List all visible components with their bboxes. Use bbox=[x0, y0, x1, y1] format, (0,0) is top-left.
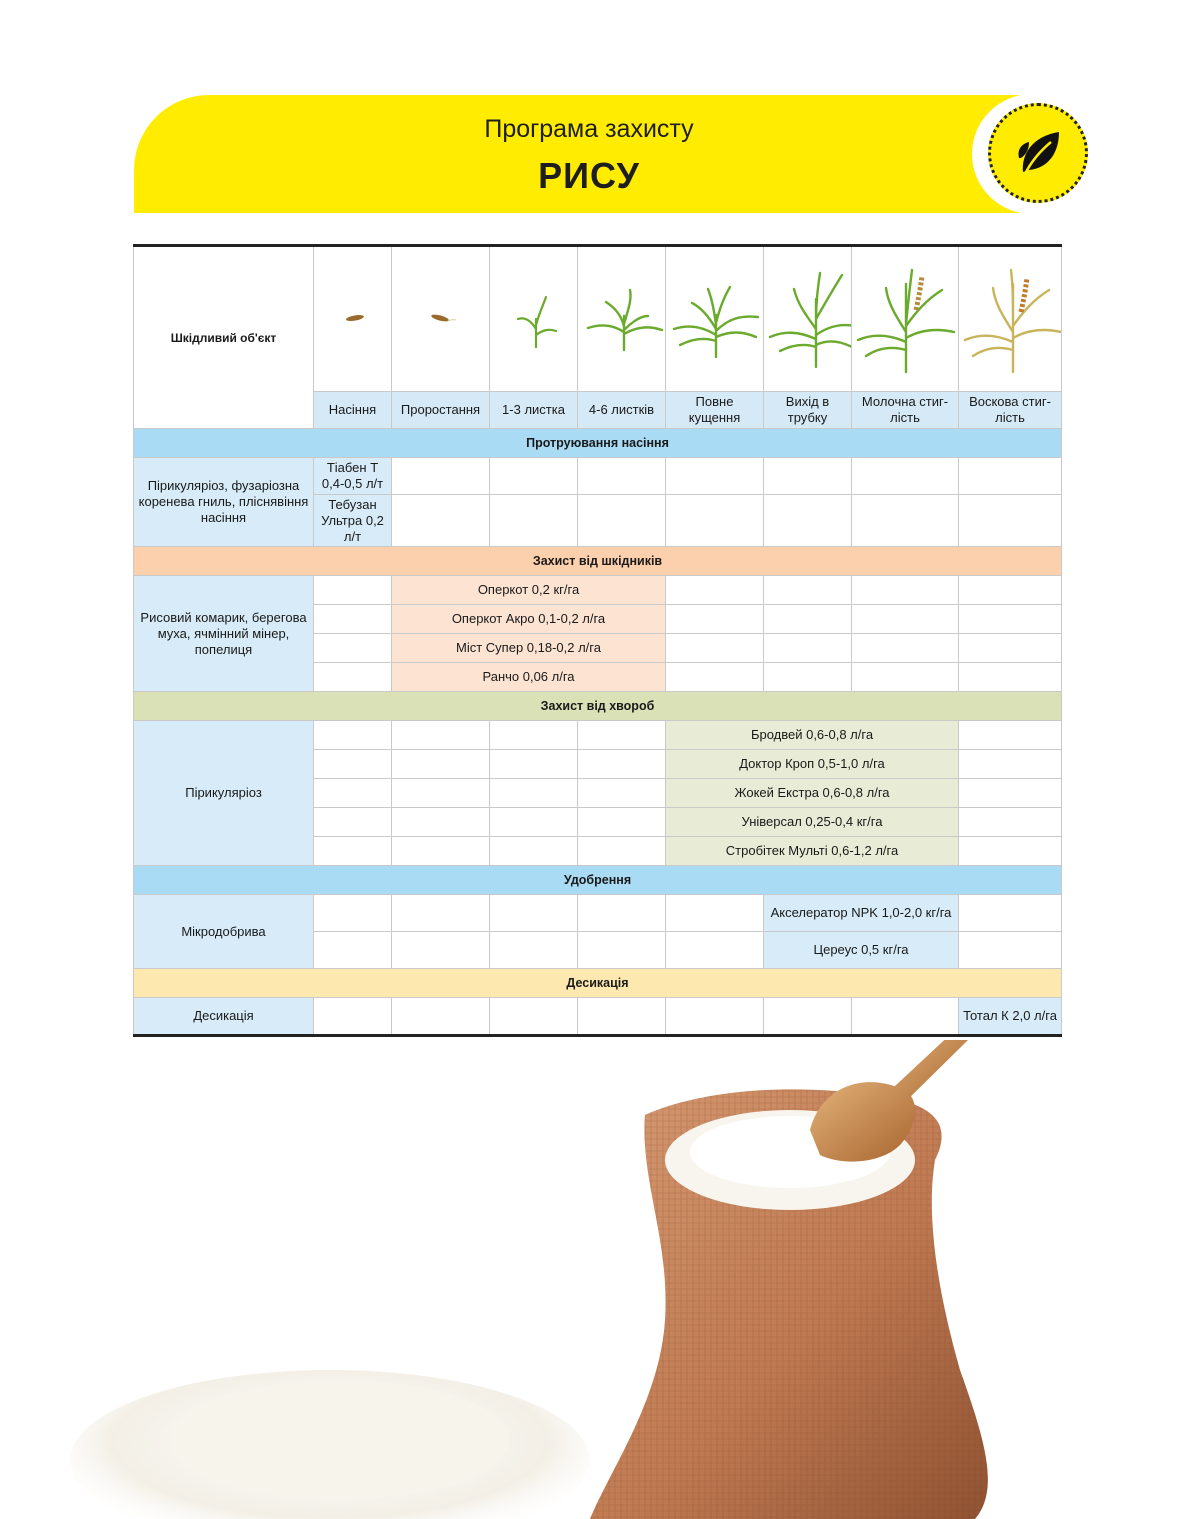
sprout-image bbox=[392, 246, 490, 392]
stage-label: Проростання bbox=[392, 392, 490, 429]
table-row bbox=[134, 998, 1062, 1036]
product-cell: Доктор Кроп 0,5-1,0 л/га bbox=[666, 750, 959, 779]
product-cell: Міст Супер 0,18-0,2 л/га bbox=[392, 634, 666, 663]
section-title: Захист від хвороб bbox=[134, 692, 1062, 721]
product-cell: Стробітек Мульті 0,6-1,2 л/га bbox=[666, 837, 959, 866]
target-object: Десикація bbox=[134, 998, 314, 1036]
section-diseases bbox=[134, 692, 1062, 721]
section-title: Десикація bbox=[134, 969, 1062, 998]
section-title: Протруювання насіння bbox=[134, 429, 1062, 458]
section-seed-treatment bbox=[134, 429, 1062, 458]
stage-label: Повне кущення bbox=[666, 392, 764, 429]
section-title: Удобрення bbox=[134, 866, 1062, 895]
object-header: Шкідливий об'єкт bbox=[134, 246, 314, 429]
table-row bbox=[134, 458, 1062, 495]
product-cell: Оперкот Акро 0,1-0,2 л/га bbox=[392, 605, 666, 634]
stage-label: 1-3 листка bbox=[490, 392, 578, 429]
table-row bbox=[134, 895, 1062, 932]
product-cell: Тіабен Т 0,4-0,5 л/т bbox=[314, 458, 392, 495]
target-object: Пірикуляріоз bbox=[134, 721, 314, 866]
plant-4-6-leaves-image bbox=[578, 246, 666, 392]
header-banner bbox=[134, 95, 1044, 213]
section-pests bbox=[134, 547, 1062, 576]
table-row bbox=[134, 721, 1062, 750]
target-object: Рисовий комарик, берегова муха, ячмінний мінер, попелиця bbox=[134, 576, 314, 692]
stage-label: 4-6 листків bbox=[578, 392, 666, 429]
product-cell: Жокей Екстра 0,6-0,8 л/га bbox=[666, 779, 959, 808]
target-object: Мікродобрива bbox=[134, 895, 314, 969]
page-title: РИСУ bbox=[538, 155, 640, 196]
seed-image bbox=[314, 246, 392, 392]
plant-milk-ripeness-image bbox=[852, 246, 959, 392]
plant-full-tillering-image bbox=[666, 246, 764, 392]
plant-wax-ripeness-image bbox=[959, 246, 1062, 392]
product-cell: Універсал 0,25-0,4 кг/га bbox=[666, 808, 959, 837]
stage-label: Вихід в трубку bbox=[764, 392, 852, 429]
table-row bbox=[134, 576, 1062, 605]
product-cell: Тебузан Ультра 0,2 л/т bbox=[314, 495, 392, 547]
section-desiccation bbox=[134, 969, 1062, 998]
page-subtitle: Програма захисту bbox=[484, 115, 694, 143]
product-cell: Бродвей 0,6-0,8 л/га bbox=[666, 721, 959, 750]
plant-booting-image bbox=[764, 246, 852, 392]
plant-1-3-leaves-image bbox=[490, 246, 578, 392]
growth-stage-images bbox=[134, 246, 1062, 392]
target-object: Пірикуляріоз, фузаріозна коренева гниль, пліснявіння насіння bbox=[134, 458, 314, 547]
leaf-badge bbox=[988, 103, 1088, 203]
product-cell: Цереус 0,5 кг/га bbox=[764, 932, 959, 969]
protection-program-table bbox=[133, 244, 1062, 1037]
stage-label: Воскова стиг-лість bbox=[959, 392, 1062, 429]
leaf-icon bbox=[1015, 128, 1063, 178]
section-fertilizers bbox=[134, 866, 1062, 895]
stage-label: Насіння bbox=[314, 392, 392, 429]
product-cell: Ранчо 0,06 л/га bbox=[392, 663, 666, 692]
product-cell: Акселератор NPK 1,0-2,0 кг/га bbox=[764, 895, 959, 932]
product-cell: Оперкот 0,2 кг/га bbox=[392, 576, 666, 605]
product-cell: Тотал К 2,0 л/га bbox=[959, 998, 1062, 1036]
stage-label: Молочна стиг-лість bbox=[852, 392, 959, 429]
rice-sack-photo bbox=[0, 1040, 1197, 1519]
section-title: Захист від шкідників bbox=[134, 547, 1062, 576]
